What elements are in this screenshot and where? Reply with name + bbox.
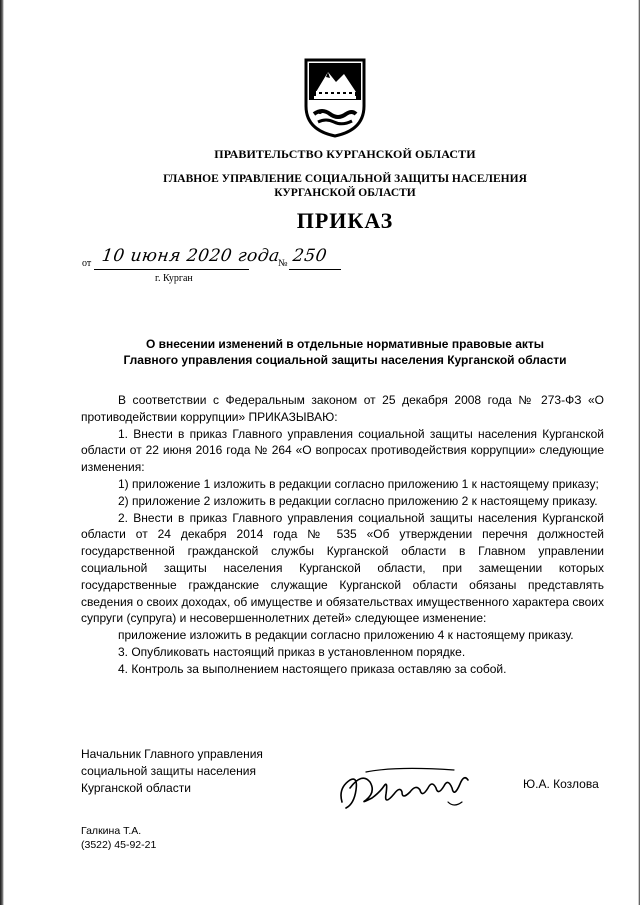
position-line3: Курганской области [81,781,191,795]
from-label: от [82,258,92,269]
item-1-subitem-1: 1) приложение 1 изложить в редакции согласно приложению 1 к настоящему приказу; [118,476,599,491]
position-line2: социальной защиты населения [81,764,256,778]
scan-edge-left [0,0,4,905]
order-body [81,392,604,678]
number-underline [289,269,341,270]
item-2-subitem: приложение изложить в редакции согласно приложению 4 к настоящему приказу. [118,628,574,643]
executor-phone: (3522) 45-92-21 [81,839,157,851]
department-title-line1: ГЛАВНОЕ УПРАВЛЕНИЕ СОЦИАЛЬНОЙ ЗАЩИТЫ НАСЕЛЕНИЯ [163,173,527,185]
item-4-paragraph: 4. Контроль за выполнением настоящего приказа оставляю за собой. [118,661,507,676]
coat-of-arms-icon [300,56,370,138]
department-title-line2: КУРГАНСКОЙ ОБЛАСТИ [274,187,416,199]
signatory-position [81,746,263,797]
item-3-paragraph: 3. Опубликовать настоящий приказ в установленном порядке. [118,644,466,659]
government-title: ПРАВИТЕЛЬСТВО КУРГАНСКОЙ ОБЛАСТИ [214,147,476,161]
item-1-paragraph: 1. Внести в приказ Главного управления социальной защиты населения Курганской области от 22 июня 2016 года № 264 «О вопросах противодействия коррупции» следующие изменения: [81,426,604,475]
handwritten-signature [336,758,476,818]
order-date-row [82,246,352,272]
city-label: г. Курган [155,273,193,284]
item-2-paragraph: 2. Внести в приказ Главного управления социальной защиты населения Курганской области от 24 декабря 2014 года № 535 «Об утверждении перечня должностей государственной гражданской службы Курганской области в Главном управлении социальной защиты населения Курганской области, при замещении которых государственные гражданские служащие Курганской области обязаны представлять сведения о своих доходах, об имуществе и обязательствах имущественного характера своих супруги (супруга) и несовершеннолетних детей» следующее изменение: [81,510,604,626]
preamble-paragraph: В соответствии с Федеральным законом от 25 декабря 2008 года № 273-ФЗ «О противодействии коррупции» ПРИКАЗЫВАЮ: [81,393,604,424]
number-label: № [278,258,288,269]
item-1-subitem-2: 2) приложение 2 изложить в редакции согласно приложению 2 к настоящему приказу. [118,493,598,508]
position-line1: Начальник Главного управления [81,747,263,761]
subject-line2: Главного управления социальной защиты населения Курганской области [123,353,567,367]
executor-name: Галкина Т.А. [81,825,142,837]
executor-block [81,824,156,852]
handwritten-number: 250 [291,246,329,266]
document-type-title: ПРИКАЗ [296,208,394,233]
signatory-name: Ю.А. Козлова [523,777,599,791]
date-underline [94,269,249,270]
subject-line1: О внесении изменений в отдельные нормативные правовые акты [145,337,545,351]
handwritten-date: 10 июня 2020 года [100,246,282,266]
